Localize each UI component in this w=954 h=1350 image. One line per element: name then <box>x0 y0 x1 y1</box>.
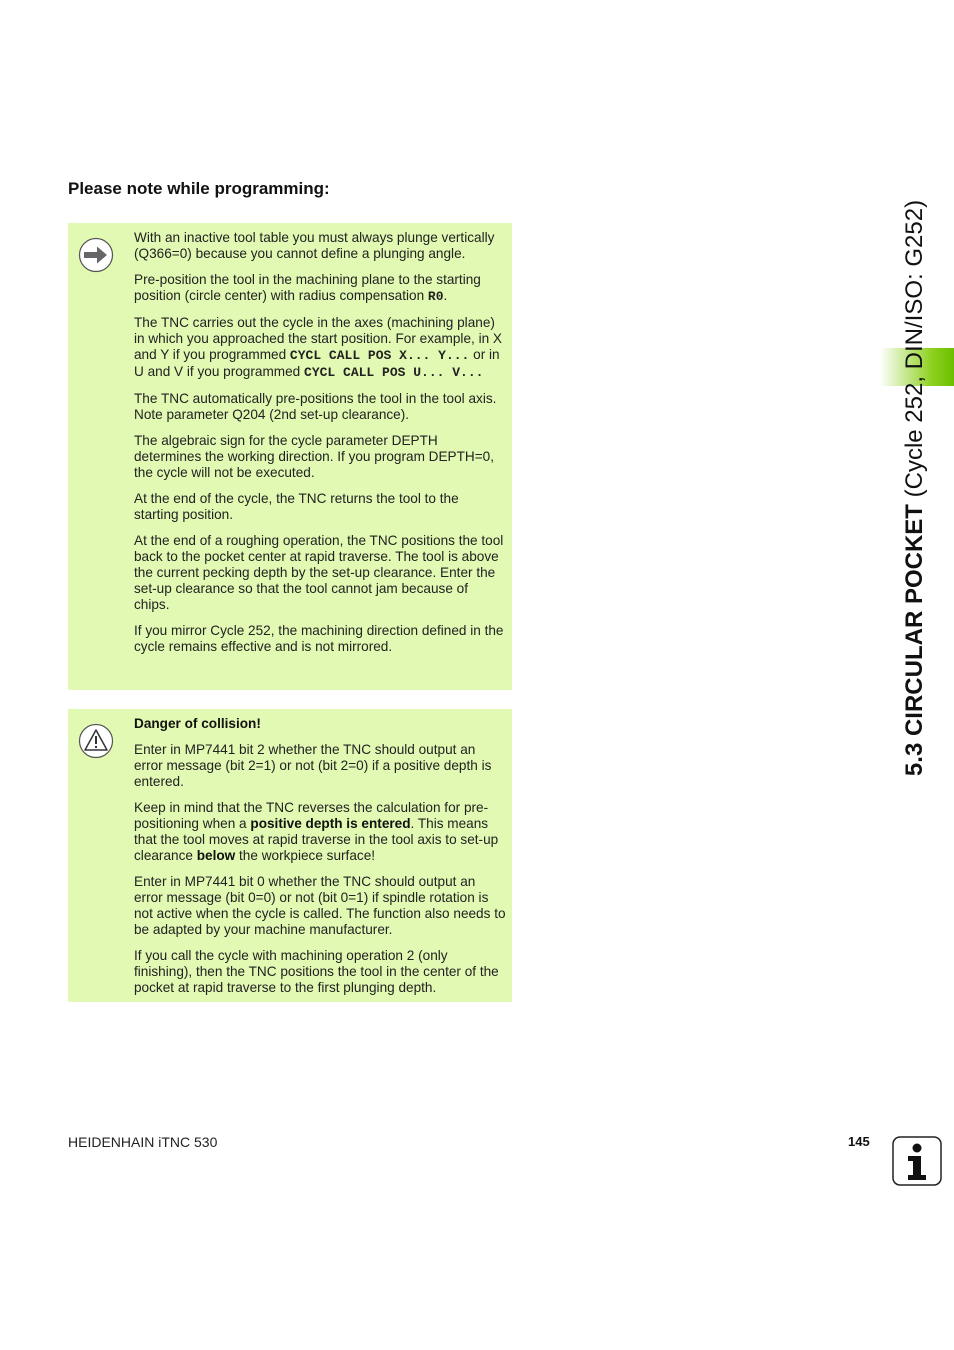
warning-text <box>134 716 506 1006</box>
warning-triangle-icon <box>78 723 114 759</box>
warning-paragraph: If you call the cycle with machining operation 2 (only finishing), then the TNC positions the tool in the center of the pocket at rapid traverse to the first plunging depth. <box>134 948 499 995</box>
code-text: R0 <box>427 289 444 304</box>
note-paragraph: The TNC carries out the cycle in the axes (machining plane) in which you approached the start position. For example, in X and Y if you programmed CYCL CALL POS X... Y... or in U and V if you programmed CYCL CALL POS U... V... <box>134 315 502 380</box>
code-text: CYCL CALL POS U... V... <box>304 365 484 380</box>
code-text: CYCL CALL POS X... Y... <box>289 348 470 363</box>
warning-paragraph: Enter in MP7441 bit 2 whether the TNC should output an error message (bit 2=1) or not (bit 2=0) if a positive depth is entered. <box>134 742 492 789</box>
note-paragraph: At the end of the cycle, the TNC returns the tool to the starting position. <box>134 491 459 522</box>
footer-product-name: HEIDENHAIN iTNC 530 <box>68 1134 218 1150</box>
side-title-sub: (Cycle 252, DIN/ISO: G252) <box>901 199 928 505</box>
note-paragraph: With an inactive tool table you must always plunge vertically (Q366=0) because you cannot define a plunging angle. <box>134 230 495 261</box>
note-paragraph: If you mirror Cycle 252, the machining direction defined in the cycle remains effective and is not mirrored. <box>134 623 504 654</box>
note-paragraph: The TNC automatically pre-positions the tool in the tool axis. Note parameter Q204 (2nd set-up clearance). <box>134 391 497 422</box>
side-title-main: 5.3 CIRCULAR POCKET <box>901 504 928 777</box>
chapter-side-title <box>901 200 929 776</box>
note-paragraph: At the end of a roughing operation, the TNC positions the tool back to the pocket center at rapid traverse. The tool is above the current pecking depth by the set-up clearance. Enter the set-up clearance so that the tool cannot jam because of chips. <box>134 533 504 612</box>
arrow-right-icon <box>78 237 114 273</box>
warning-paragraph: Enter in MP7441 bit 0 whether the TNC should output an error message (bit 0=0) or not (bit 0=1) if spindle rotation is not active when the cycle is called. The function also needs to be adapted by your machine manufacturer. <box>134 874 506 937</box>
note-paragraph: The algebraic sign for the cycle parameter DEPTH determines the working direction. If you program DEPTH=0, the cycle will not be executed. <box>134 433 495 480</box>
warning-paragraph: Keep in mind that the TNC reverses the calculation for pre-positioning when a positive depth is entered. This means that the tool moves at rapid traverse in the tool axis to set-up clearance below the workpiece surface! <box>134 800 499 863</box>
note-text <box>134 230 506 665</box>
note-box <box>68 223 512 690</box>
info-icon <box>892 1136 942 1186</box>
emphasis-text: positive depth is entered <box>250 816 411 831</box>
note-paragraph: Pre-position the tool in the machining plane to the starting position (circle center) with radius compensation R0. <box>134 272 481 304</box>
page-number: 145 <box>848 1134 870 1149</box>
emphasis-text: below <box>196 848 236 863</box>
section-heading: Please note while programming: <box>68 179 330 198</box>
warning-box <box>68 709 512 1002</box>
warning-title: Danger of collision! <box>134 716 261 731</box>
